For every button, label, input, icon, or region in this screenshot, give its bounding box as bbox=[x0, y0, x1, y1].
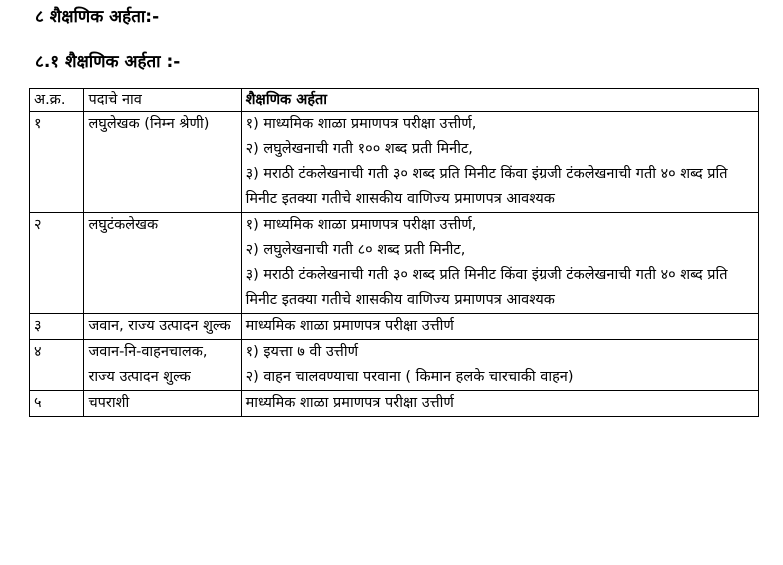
qualification-line: १) इयत्ता ७ वी उत्तीर्ण bbox=[245, 344, 359, 360]
table-row bbox=[30, 314, 759, 340]
qualification-line: ३) मराठी टंकलेखनाची गती ३० शब्द प्रति मिनीट किंवा इंग्रजी टंकलेखनाची गती ४० शब्द प्रति मिनीट इतक्या गतीचे शासकीय वाणिज्य प्रमाणपत्र आवश्यक bbox=[245, 166, 728, 207]
qualification-line: २) वाहन चालवण्याचा परवाना ( किमान हलके चारचाकी वाहन) bbox=[245, 369, 574, 385]
qualification-line: २) लघुलेखनाची गती ८० शब्द प्रती मिनीट, bbox=[245, 242, 466, 258]
qualification-table bbox=[29, 88, 759, 417]
cell-serial: २ bbox=[30, 213, 84, 314]
cell-qualification bbox=[241, 213, 758, 314]
table-row bbox=[30, 112, 759, 213]
header-serial: अ.क्र. bbox=[30, 89, 84, 112]
table-row bbox=[30, 213, 759, 314]
cell-post: चपराशी bbox=[84, 391, 241, 417]
cell-serial: १ bbox=[30, 112, 84, 213]
qualification-line: माध्यमिक शाळा प्रमाणपत्र परीक्षा उत्तीर्ण bbox=[245, 318, 454, 334]
qualification-line: ३) मराठी टंकलेखनाची गती ३० शब्द प्रति मिनीट किंवा इंग्रजी टंकलेखनाची गती ४० शब्द प्रति मिनीट इतक्या गतीचे शासकीय वाणिज्य प्रमाणपत्र आवश्यक bbox=[245, 267, 728, 308]
qualification-line: १) माध्यमिक शाळा प्रमाणपत्र परीक्षा उत्तीर्ण, bbox=[245, 116, 477, 132]
cell-post: जवान, राज्य उत्पादन शुल्क bbox=[84, 314, 241, 340]
qualification-line: माध्यमिक शाळा प्रमाणपत्र परीक्षा उत्तीर्ण bbox=[245, 395, 454, 411]
qualification-line: २) लघुलेखनाची गती १०० शब्द प्रती मिनीट, bbox=[245, 141, 473, 157]
cell-qualification bbox=[241, 112, 758, 213]
header-post: पदाचे नाव bbox=[84, 89, 241, 112]
cell-qualification bbox=[241, 340, 758, 391]
subsection-heading: ८.१ शैक्षणिक अर्हता :- bbox=[35, 52, 181, 72]
cell-post: लघुटंकलेखक bbox=[84, 213, 241, 314]
cell-qualification bbox=[241, 314, 758, 340]
table-row bbox=[30, 340, 759, 391]
cell-post: लघुलेखक (निम्न श्रेणी) bbox=[84, 112, 241, 213]
qualification-line: १) माध्यमिक शाळा प्रमाणपत्र परीक्षा उत्तीर्ण, bbox=[245, 217, 477, 233]
cell-post: जवान-नि-वाहनचालक, राज्य उत्पादन शुल्क bbox=[84, 340, 241, 391]
table-row bbox=[30, 391, 759, 417]
header-qualification: शैक्षणिक अर्हता bbox=[241, 89, 758, 112]
cell-serial: ३ bbox=[30, 314, 84, 340]
cell-serial: ५ bbox=[30, 391, 84, 417]
cell-qualification bbox=[241, 391, 758, 417]
cell-serial: ४ bbox=[30, 340, 84, 391]
table-header-row bbox=[30, 89, 759, 112]
section-heading: ८ शैक्षणिक अर्हता:- bbox=[35, 7, 160, 27]
